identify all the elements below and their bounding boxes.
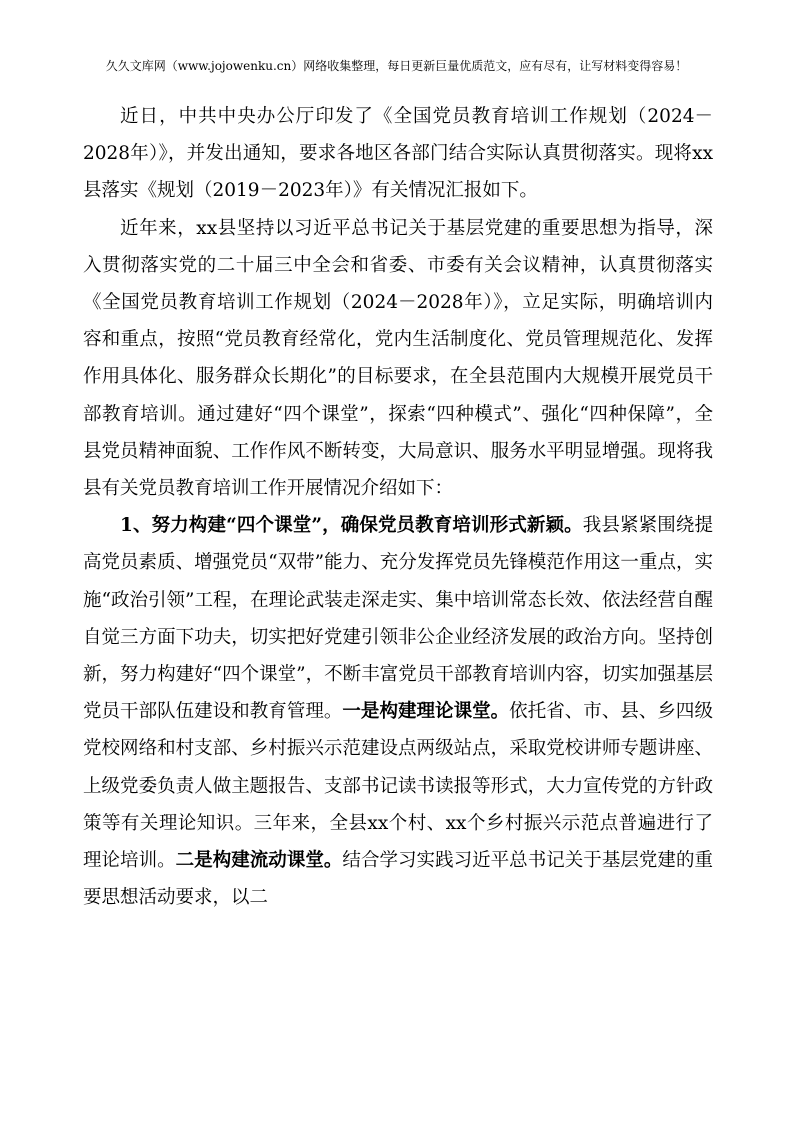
point-text-mobile: 结合学习实践习近平总书记关于基层党建的重要思想活动要求，以二 xyxy=(83,850,713,909)
section-heading: 1、努力构建“四个课堂”，确保党员教育培训形式新颖。 xyxy=(120,515,583,537)
paragraph-overview: 近年来，xx县坚持以习近平总书记关于基层党建的重要思想为指导，深入贯彻落实党的二十届三中全会和省委、市委有关会议精神，认真贯彻落实《全国党员教育培训工作规划（2024－2028年）》，立足实际，明确培训内容和重点，按照“党员教育经常化，党内生活制度化、党员管理规范化、发挥作用具体化、服务群众长期化”的目标要求，在全县范围内大规模开展党员干部教育培训。通过建好“四个课堂”，探索“四种模式”、强化“四种保障”，全县党员精神面貌、工作作风不断转变，大局意识、服务水平明显增强。现将我县有关党员教育培训工作开展情况介绍如下： xyxy=(83,217,713,500)
point-heading-theory: 一是构建理论课堂。 xyxy=(342,701,510,723)
paragraph-intro: 近日，中共中央办公厅印发了《全国党员教育培训工作规划（2024－2028年）》，并发出通知，要求各地区各部门结合实际认真贯彻落实。现将xx县落实《规划（2019－2023年）》有关情况汇报如下。 xyxy=(83,106,713,202)
point-heading-mobile: 二是构建流动课堂。 xyxy=(175,850,343,872)
document-body xyxy=(83,98,713,916)
point-text-theory: 依托省、市、县、乡四级党校网络和村支部、乡村振兴示范建设点两级站点，采取党校讲师专题讲座、上级党委负责人做主题报告、支部书记读书读报等形式，大力宣传党的方针政策等有关理论知识。三年来，全县xx个村、xx个乡村振兴示范点普遍进行了理论培训。 xyxy=(83,701,713,872)
page-header: 久久文库网（www.jojowenku.cn）网络收集整理，每日更新巨量优质范文，应有尽有，让写材料变得容易！ xyxy=(105,59,688,73)
section-text: 我县紧紧围绕提高党员素质、增强党员“双带”能力、充分发挥党员先锋模范作用这一重点，实施“政治引领”工程，在理论武装走深走实、集中培训常态长效、依法经营自醒自觉三方面下功夫，切实把好党建引领非公企业经济发展的政治方向。坚持创新，努力构建好“四个课堂”，不断丰富党员干部教育培训内容，切实加强基层党员干部队伍建设和教育管理。 xyxy=(83,515,713,723)
paragraph-section-1 xyxy=(83,507,713,916)
